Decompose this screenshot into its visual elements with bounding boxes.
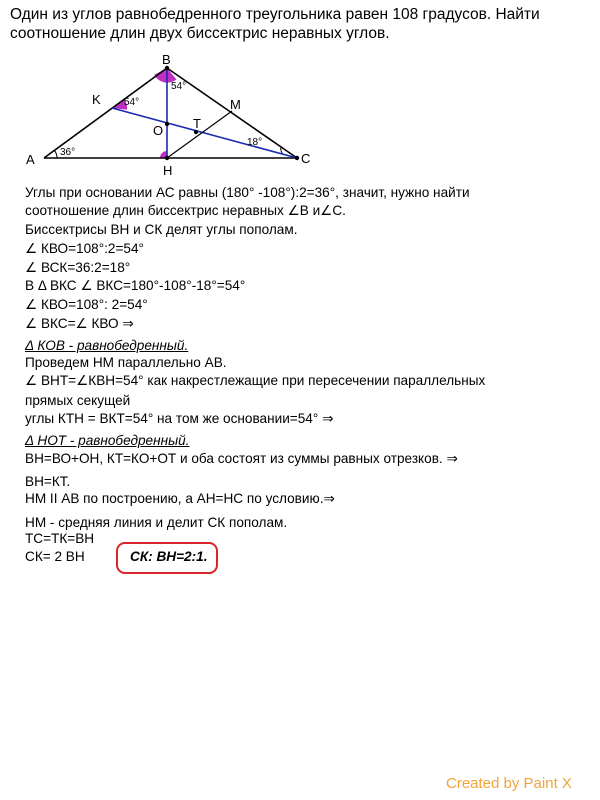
solution-line-8: ∠ ВКС=∠ КВО ⇒ — [25, 316, 134, 331]
angle-b-label: 54° — [171, 81, 187, 92]
point-o — [165, 122, 169, 126]
solution-line-11: ∠ ВНТ=∠КВН=54° как накрестлежащие при пересечении параллельных — [25, 373, 486, 388]
solution-line-6: В Δ ВКС ∠ ВКС=180°-108°-18°=54° — [25, 278, 246, 293]
solution-line-13: углы КТН = ВКТ=54° на том же основании=54° ⇒ — [25, 411, 334, 426]
angle-c-label: 18° — [247, 137, 263, 148]
point-h — [165, 156, 169, 160]
problem-line-1: Один из углов равнобедренного треугольника равен 108 градусов. Найти — [10, 6, 540, 23]
label-h: H — [163, 163, 173, 178]
solution-line-7: ∠ КВО=108°: 2=54° — [25, 297, 148, 312]
solution-line-5: ∠ ВСК=36:2=18° — [25, 260, 131, 275]
solution-line-18: НМ - средняя линия и делит СК пополам. — [25, 515, 288, 530]
solution-line-14: Δ НОТ - равнобедренный. — [25, 433, 190, 448]
solution-line-1: Углы при основании АС равны (180° -108°):2=36°, значит, нужно найти — [25, 185, 470, 200]
solution-line-17: НМ II АВ по построению, а АН=НС по условию.⇒ — [25, 491, 335, 506]
label-m: M — [230, 97, 241, 112]
solution-line-16: ВН=КТ. — [25, 474, 71, 489]
solution-line-15: ВН=ВО+ОН, КТ=КО+ОТ и оба состоят из суммы равных отрезков. ⇒ — [25, 451, 458, 466]
label-c: C — [301, 151, 311, 166]
solution-line-4: ∠ КВО=108°:2=54° — [25, 241, 144, 256]
label-k: K — [92, 92, 101, 107]
solution-line-3: Биссектрисы ВН и СК делят углы пополам. — [25, 222, 298, 237]
side-ab — [44, 68, 167, 158]
label-a: A — [26, 152, 35, 167]
solution-line-12: прямых секущей — [25, 393, 131, 408]
solution-line-19: ТС=ТК=ВН — [25, 531, 95, 546]
bisector-ck — [112, 108, 297, 158]
solution-line-20: СК= 2 ВН — [25, 549, 85, 564]
answer: СК: ВН=2:1. — [130, 549, 208, 564]
label-t: T — [193, 116, 201, 131]
solution-line-10: Проведем НМ параллельно АВ. — [25, 355, 227, 370]
problem-line-2: соотношение длин двух биссектрис неравных углов. — [10, 25, 390, 42]
angle-k-label: 54° — [124, 97, 140, 108]
label-b: B — [162, 52, 171, 67]
watermark: Created by Paint X — [446, 775, 572, 792]
solution-line-2: соотношение длин биссектрис неравных ∠В и∠С. — [25, 203, 346, 218]
angle-a-arc — [55, 150, 58, 158]
label-o: O — [153, 123, 164, 138]
angle-a-label: 36° — [60, 147, 76, 158]
triangle-figure — [0, 50, 360, 178]
problem-statement — [10, 5, 595, 43]
solution-line-9: Δ КОВ - равнобедренный. — [25, 338, 189, 353]
point-c — [295, 156, 299, 160]
